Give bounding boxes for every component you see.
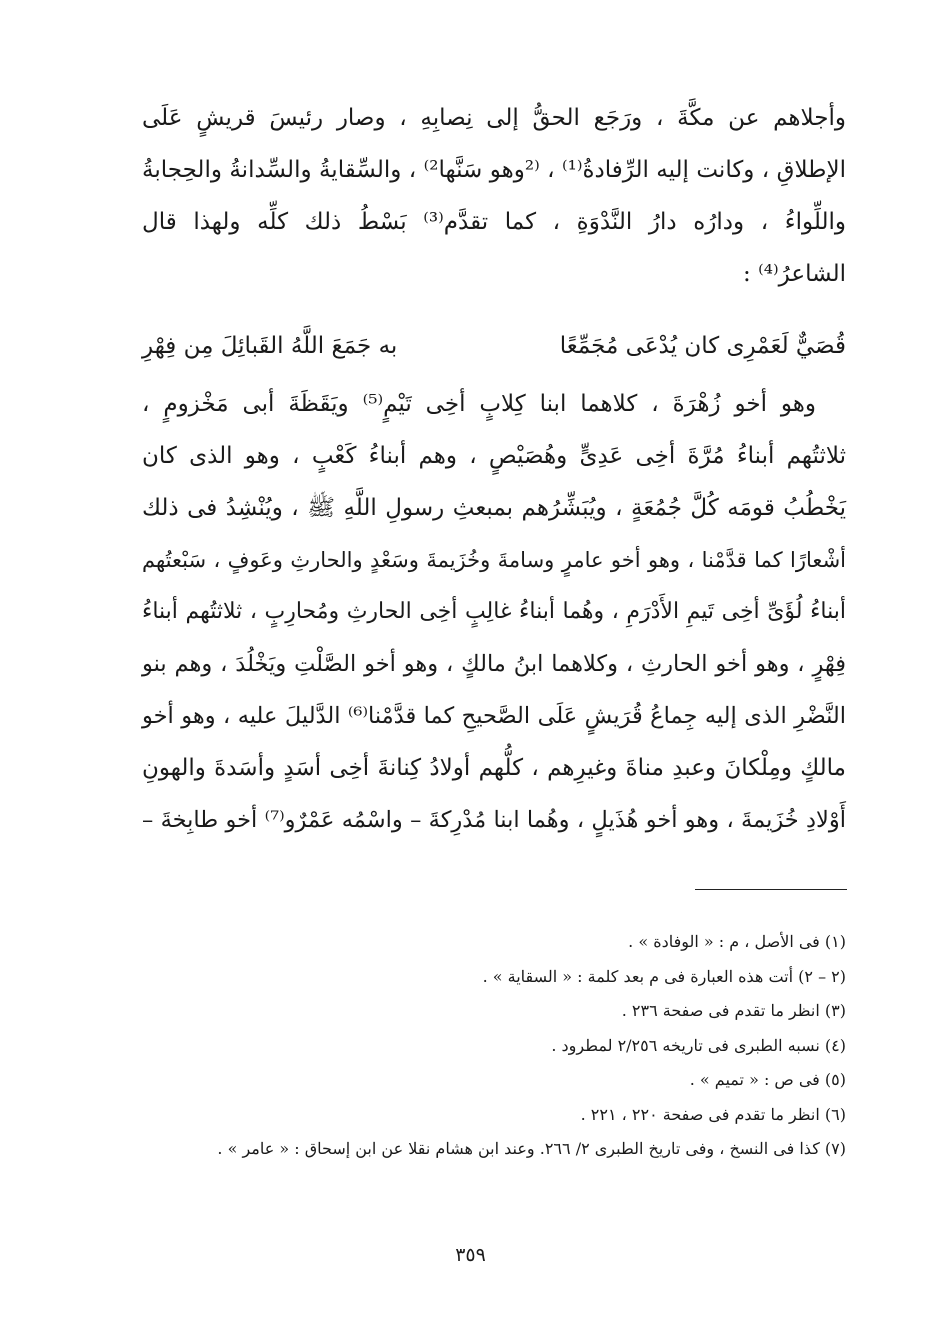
- poem-verse: [142, 320, 846, 372]
- main-text-block-bottom: [142, 378, 846, 846]
- poem-first-hemistich: قُصَيٌّ لَعَمْرِى كان يُدْعَى مُجَمِّعًا: [559, 333, 846, 359]
- footnotes: [142, 925, 846, 1167]
- footnote: (٢ – ٢) أتت هذه العبارة فى م بعد كلمة : « السقاية » .: [482, 966, 846, 986]
- text-line: أَوْلادِ خُزَيمةَ ، وهو أخو هُذَيلٍ ، وهُما ابنا مُدْرِكةَ – واسْمُه عَمْرٌو⁽⁷⁾ أخو طابِخةَ –: [142, 807, 846, 833]
- text-line: مالكٍ ومِلْكانَ وعبدِ مناةَ وغيرِهم ، كلُّهم أولادُ كِنانةَ أخِى أسَدٍ وأسَدةَ والهونِ: [142, 755, 846, 781]
- text-line: الشاعرُ⁽⁴⁾ :: [743, 261, 846, 287]
- page-number: ٣٥٩: [455, 1244, 486, 1266]
- main-text-block-top: [142, 92, 846, 300]
- footnote: (٣) انظر ما تقدم فى صفحة ٢٣٦ .: [621, 1001, 846, 1020]
- footnote-separator: [695, 889, 847, 890]
- text-line: أبناءُ لُؤَىِّ أخِى تَيمِ الأَدْرَمِ ، وهُما أبناءُ غالِبٍ أخِى الحارثِ ومُحارِبٍ ، ثلاثتُهم أبناءُ: [142, 599, 846, 624]
- footnote: (٤) نسبه الطبرى فى تاريخه ٢/٢٥٦ لمطرود .: [551, 1035, 846, 1055]
- footnote: (٧) كذا فى النسخ ، وفى تاريخ الطبرى ٢/ ٢٦٦. وعند ابن هشام نقلا عن ابن إسحاق : « عامر » .: [217, 1139, 846, 1158]
- text-line: فِهْرٍ ، وهو أخو الحارثِ ، وكلاهما ابنُ مالكٍ ، وهو أخو الصَّلْتِ ويَخْلُدَ ، وهم بنو: [142, 651, 846, 677]
- text-line: يَخْطُبُ قومَه كُلَّ جُمُعَةٍ ، ويُبَشِّرُهم بمبعثِ رسولِ اللَّهِ ﷺ ، ويُنْشِدُ فى ذلك: [142, 495, 846, 521]
- text-line: واللِّواءُ ، ودارُه دارُ النَّدْوَةِ ، كما تقدَّم⁽³⁾ بَسْطُ ذلك كلِّه ولهذا قال: [142, 209, 846, 235]
- text-line: أشْعارًا كما قدَّمْنا ، وهو أخو عامرٍ وسامةَ وخُزَيمةَ وسَعْدٍ والحارثِ وعَوفٍ ، سَبْعتُهم: [142, 548, 846, 572]
- text-line: النَّضْرِ الذى إليه جِماعُ قُرَيشٍ عَلَى الصَّحيحِ كما قدَّمْنا⁽⁶⁾ الدَّليلَ عليه ، وهو أخو: [142, 703, 846, 729]
- footnote: (٦) انظر ما تقدم فى صفحة ٢٢٠ ، ٢٢١ .: [580, 1104, 846, 1124]
- poem-second-hemistich: به جَمَعَ اللَّهُ القَبائِلَ مِن فِهْرِ: [142, 333, 398, 359]
- text-line: وأجلاهم عن مكَّةَ ، ورَجَع الحقُّ إلى نِصابِهِ ، وصار رئيسَ قريشٍ عَلَى: [142, 105, 846, 131]
- footnote: (٥) فى ص : « تميم » .: [689, 1070, 846, 1089]
- text-line: الإطلاقِ ، وكانت إليه الرِّفادةُ⁽¹⁾ ، ⁽²وهو سَنَّها²⁾ ، والسِّقايةُ والسِّدانةُ والحِجابةُ: [142, 157, 846, 183]
- text-line: ثلاثتُهم أبناءُ مُرَّةَ أخِى عَدِىٍّ وهُصَيْصٍ ، وهم أبناءُ كَعْبٍ ، وهو الذى كان: [142, 443, 846, 469]
- footnote: (١) فى الأصل ، م : « الوفادة » .: [628, 932, 846, 951]
- text-line: وهو أخو زُهْرَةَ ، كلاهما ابنا كِلابٍ أخِى تَيْمٍ⁽⁵⁾ ويَقَظَةَ أبى مَخْزومٍ ،: [142, 391, 817, 417]
